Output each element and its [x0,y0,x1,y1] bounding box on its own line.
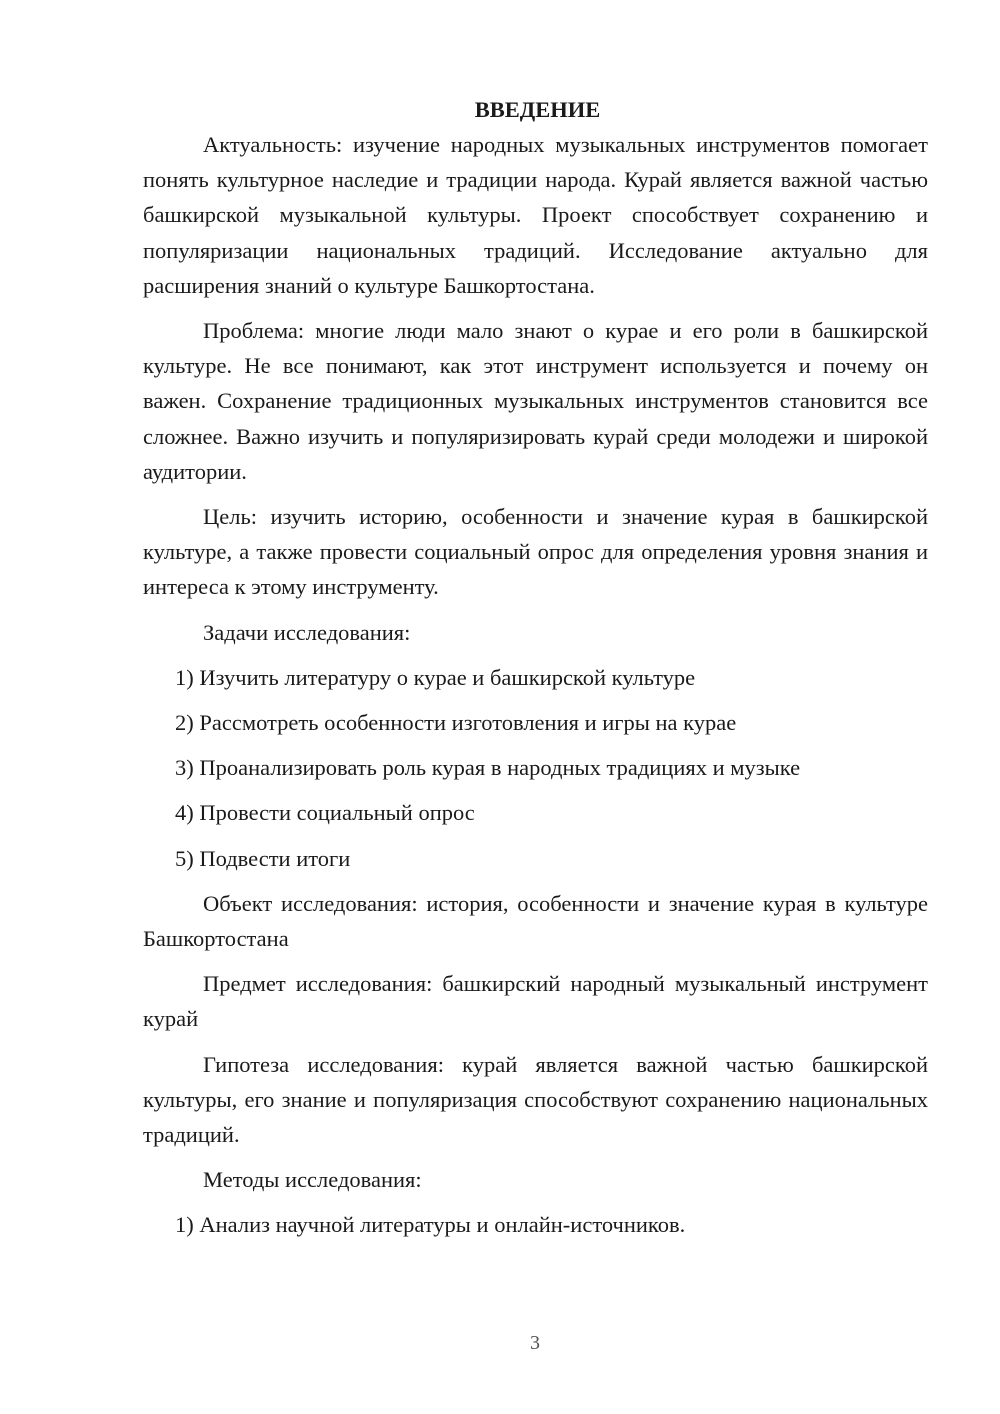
list-item: 3) Проанализировать роль курая в народных традициях и музыке [175,755,801,781]
page-content [143,92,928,1253]
list-item: 2) Рассмотреть особенности изготовления и игры на курае [175,710,737,736]
page-title: ВВЕДЕНИЕ [474,97,601,122]
tasks-list [143,660,928,876]
relevance-paragraph: Актуальность: изучение народных музыкальных инструментов помогает понять культурное наследие и традиции народа. Курай является важной частью башкирской музыкальной культуры. Проект способствует сохранению и популяризации национальных традиций. Исследование актуально для расширения знаний о культуре Башкортостана. [143,132,928,298]
list-item: 4) Провести социальный опрос [175,800,475,826]
tasks-heading: Задачи исследования: [203,619,411,645]
list-item: 1) Анализ научной литературы и онлайн-источников. [175,1212,686,1238]
problem-paragraph: Проблема: многие люди мало знают о курае и его роли в башкирской культуре. Не все понимают, как этот инструмент используется и почему он важен. Сохранение традиционных музыкальных инструментов становится все сложнее. Важно изучить и популяризировать курай среди молодежи и широкой аудитории. [143,318,928,484]
page-number: 3 [530,1332,540,1354]
list-item: 1) Изучить литературу о курае и башкирской культуре [175,664,696,690]
list-item: 5) Подвести итоги [175,845,351,871]
hypothesis-paragraph: Гипотеза исследования: курай является важной частью башкирской культуры, его знание и популяризация способствуют сохранению национальных традиций. [143,1051,928,1148]
object-paragraph: Объект исследования: история, особенности и значение курая в культуре Башкортостана [143,890,928,952]
methods-list [143,1207,928,1242]
subject-paragraph: Предмет исследования: башкирский народный музыкальный инструмент курай [143,971,928,1032]
goal-paragraph: Цель: изучить историю, особенности и значение курая в башкирской культуре, а также провести социальный опрос для определения уровня знания и интереса к этому инструменту. [143,504,928,600]
methods-heading: Методы исследования: [203,1167,422,1193]
